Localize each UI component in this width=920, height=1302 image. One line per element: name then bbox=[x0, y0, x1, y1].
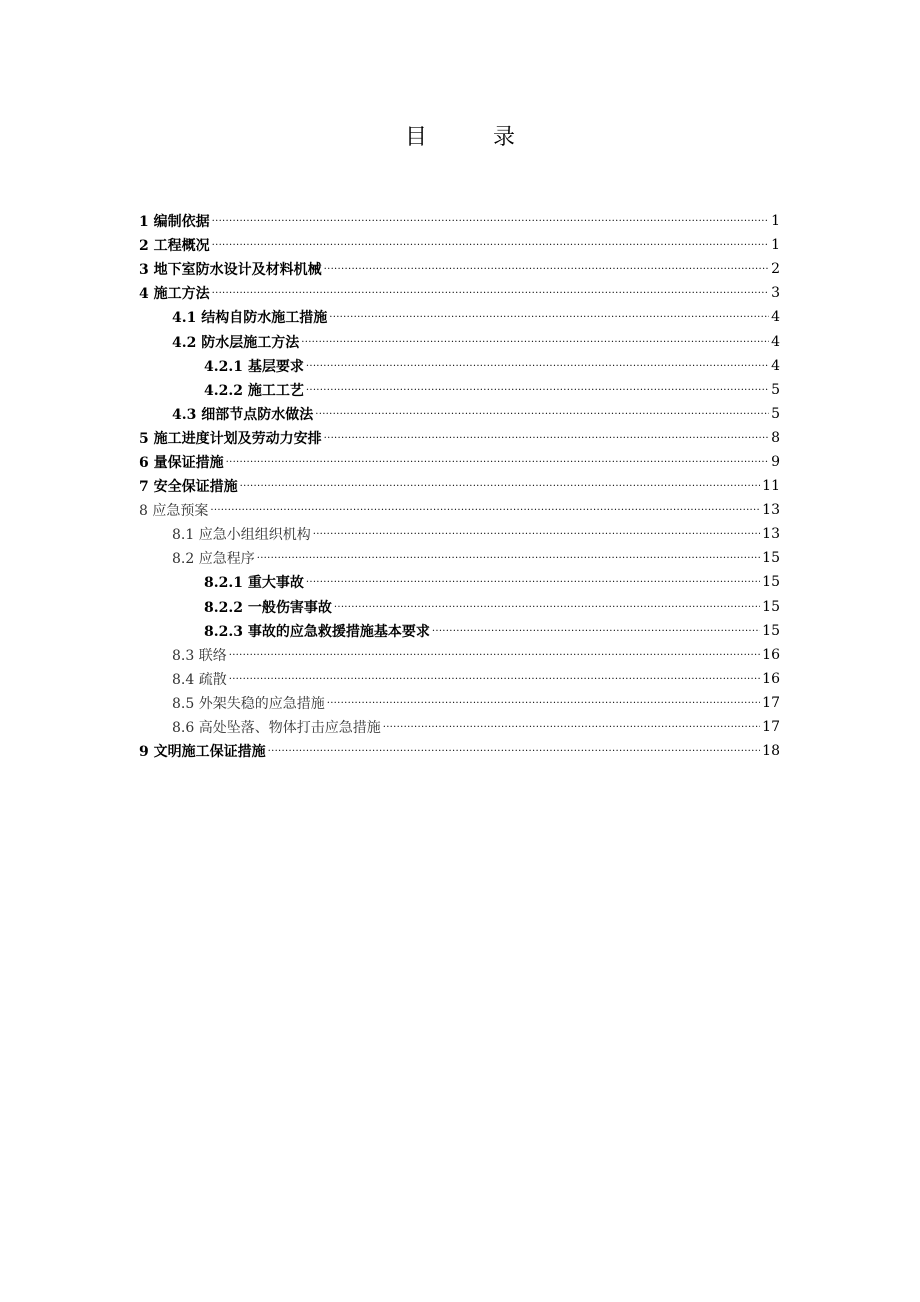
toc-leader-dots bbox=[324, 261, 769, 275]
toc-leader-dots bbox=[306, 574, 760, 588]
toc-leader-dots bbox=[229, 671, 760, 685]
toc-leader-dots bbox=[212, 285, 769, 299]
toc-entry-label: 8.1 应急小组组织机构 bbox=[172, 527, 311, 544]
toc-leader-dots bbox=[383, 719, 760, 733]
toc-entry-page: 15 bbox=[762, 574, 780, 591]
toc-entry-page: 4 bbox=[771, 309, 780, 326]
toc-entry-page: 17 bbox=[762, 719, 780, 736]
toc-entry[interactable] bbox=[139, 281, 780, 305]
toc-entry-page: 13 bbox=[762, 502, 780, 519]
toc-entry-page: 17 bbox=[762, 694, 780, 711]
toc-entry[interactable] bbox=[139, 426, 780, 450]
table-of-contents bbox=[139, 209, 780, 763]
toc-entry-page: 5 bbox=[771, 381, 780, 398]
toc-entry[interactable] bbox=[139, 257, 780, 281]
toc-entry-page: 15 bbox=[762, 598, 780, 615]
toc-entry[interactable] bbox=[139, 643, 780, 667]
toc-leader-dots bbox=[301, 334, 769, 348]
toc-entry[interactable] bbox=[139, 402, 780, 426]
toc-entry-page: 8 bbox=[771, 429, 780, 446]
toc-entry-label: 8.3 联络 bbox=[172, 647, 227, 664]
toc-entry-page: 2 bbox=[771, 261, 780, 278]
toc-entry[interactable] bbox=[139, 715, 780, 739]
toc-entry[interactable] bbox=[139, 209, 780, 233]
toc-entry-label: 4.2.2 施工工艺 bbox=[204, 382, 304, 399]
toc-leader-dots bbox=[313, 526, 760, 540]
toc-entry[interactable] bbox=[139, 498, 780, 522]
toc-entry-label: 6 量保证措施 bbox=[139, 454, 224, 471]
toc-leader-dots bbox=[210, 502, 760, 516]
toc-leader-dots bbox=[306, 358, 769, 372]
toc-entry-label: 8.6 高处坠落、物体打击应急措施 bbox=[172, 720, 381, 737]
toc-entry-page: 18 bbox=[762, 743, 780, 760]
toc-entry-label: 4.3 细部节点防水做法 bbox=[172, 406, 314, 423]
toc-entry-label: 4 施工方法 bbox=[139, 286, 210, 303]
toc-entry[interactable] bbox=[139, 378, 780, 402]
toc-entry-label: 4.1 结构自防水施工措施 bbox=[172, 310, 328, 327]
toc-entry-label: 4.2.1 基层要求 bbox=[204, 358, 304, 375]
toc-leader-dots bbox=[327, 695, 760, 709]
toc-entry-page: 9 bbox=[771, 453, 780, 470]
toc-entry-page: 16 bbox=[762, 670, 780, 687]
toc-entry-label: 5 施工进度计划及劳动力安排 bbox=[139, 430, 322, 447]
toc-leader-dots bbox=[315, 406, 769, 420]
toc-entry-label: 1 编制依据 bbox=[139, 214, 210, 231]
toc-leader-dots bbox=[212, 213, 769, 227]
toc-entry[interactable] bbox=[139, 305, 780, 329]
toc-entry[interactable] bbox=[139, 450, 780, 474]
toc-entry-label: 8.5 外架失稳的应急措施 bbox=[172, 695, 325, 712]
toc-entry-page: 16 bbox=[762, 646, 780, 663]
toc-entry-page: 15 bbox=[762, 622, 780, 639]
toc-entry-page: 3 bbox=[771, 285, 780, 302]
toc-entry-label: 8.2.1 重大事故 bbox=[204, 575, 304, 592]
page-title: 目 录 bbox=[404, 125, 537, 150]
toc-entry[interactable] bbox=[139, 595, 780, 619]
toc-leader-dots bbox=[240, 478, 761, 492]
toc-entry-page: 11 bbox=[762, 478, 780, 495]
toc-entry-label: 2 工程概况 bbox=[139, 238, 210, 255]
toc-entry-page: 13 bbox=[762, 526, 780, 543]
toc-entry-label: 9 文明施工保证措施 bbox=[139, 744, 266, 761]
toc-entry-label: 8.2.3 事故的应急救援措施基本要求 bbox=[204, 623, 430, 640]
toc-entry[interactable] bbox=[139, 233, 780, 257]
toc-leader-dots bbox=[432, 623, 760, 637]
toc-entry-label: 8.4 疏散 bbox=[172, 671, 227, 688]
toc-entry-page: 5 bbox=[771, 405, 780, 422]
toc-entry-label: 8.2.2 一般伤害事故 bbox=[204, 599, 332, 616]
toc-entry-label: 4.2 防水层施工方法 bbox=[172, 334, 300, 351]
toc-entry[interactable] bbox=[139, 329, 780, 353]
toc-entry[interactable] bbox=[139, 667, 780, 691]
toc-entry[interactable] bbox=[139, 522, 780, 546]
toc-entry-label: 7 安全保证措施 bbox=[139, 479, 238, 496]
toc-entry-page: 1 bbox=[771, 213, 780, 230]
toc-entry-page: 4 bbox=[771, 333, 780, 350]
toc-leader-dots bbox=[324, 430, 769, 444]
toc-entry-label: 3 地下室防水设计及材料机械 bbox=[139, 262, 322, 279]
toc-leader-dots bbox=[268, 743, 761, 757]
toc-leader-dots bbox=[329, 309, 769, 323]
toc-entry[interactable] bbox=[139, 570, 780, 594]
toc-entry-page: 1 bbox=[771, 237, 780, 254]
toc-leader-dots bbox=[334, 599, 760, 613]
toc-entry-page: 15 bbox=[762, 550, 780, 567]
toc-leader-dots bbox=[212, 237, 769, 251]
toc-leader-dots bbox=[257, 550, 760, 564]
toc-leader-dots bbox=[229, 647, 760, 661]
toc-entry[interactable] bbox=[139, 474, 780, 498]
toc-entry-label: 8.2 应急程序 bbox=[172, 551, 255, 568]
toc-entry[interactable] bbox=[139, 739, 780, 763]
toc-entry[interactable] bbox=[139, 546, 780, 570]
toc-entry[interactable] bbox=[139, 619, 780, 643]
toc-entry[interactable] bbox=[139, 354, 780, 378]
toc-leader-dots bbox=[306, 382, 769, 396]
toc-entry-label: 8 应急预案 bbox=[139, 503, 209, 520]
toc-leader-dots bbox=[226, 454, 769, 468]
toc-entry-page: 4 bbox=[771, 357, 780, 374]
toc-entry[interactable] bbox=[139, 691, 780, 715]
